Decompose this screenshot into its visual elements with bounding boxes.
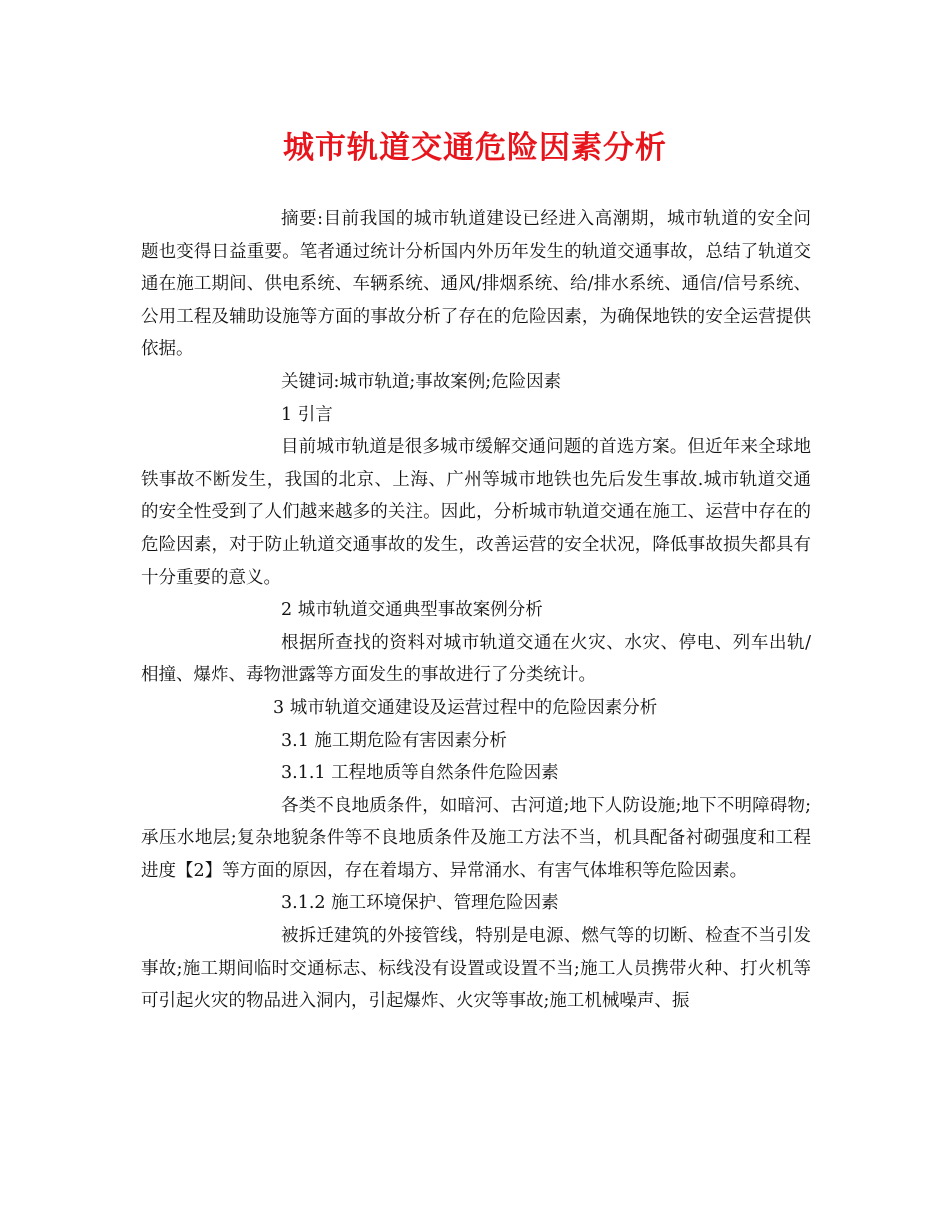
document-title: 城市轨道交通危险因素分析	[283, 130, 667, 166]
document-body	[141, 203, 811, 1018]
section-heading-2: 2 城市轨道交通典型事故案例分析	[281, 600, 543, 621]
section-heading-1: 1 引言	[281, 404, 333, 425]
keywords-paragraph: 关键词:城市轨道;事故案例;危险因素	[281, 371, 562, 392]
subsection-heading-3-1: 3.1 施工期危险有害因素分析	[281, 730, 507, 751]
geology-paragraph: 各类不良地质条件，如暗河、古河道;地下人防设施;地下不明障碍物;承压水地层;复杂地貌条件等不良地质条件及施工方法不当，机具配备衬砌强度和工程进度【2】等方面的原因，存在着塌方、异常涌水、有害气体堆积等危险因素。	[141, 795, 811, 881]
case-analysis-paragraph: 根据所查找的资料对城市轨道交通在火灾、水灾、停电、列车出轨/相撞、爆炸、毒物泄露等方面发生的事故进行了分类统计。	[141, 632, 811, 686]
intro-paragraph: 目前城市轨道是很多城市缓解交通问题的首选方案。但近年来全球地铁事故不断发生，我国的北京、上海、广州等城市地铁也先后发生事故.城市轨道交通的安全性受到了人们越来越多的关注。因此，分析城市轨道交通在施工、运营中存在的危险因素，对于防止轨道交通事故的发生，改善运营的安全状况，降低事故损失都具有十分重要的意义。	[141, 437, 811, 588]
abstract-paragraph: 摘要:目前我国的城市轨道建设已经进入高潮期，城市轨道的安全问题也变得日益重要。笔者通过统计分析国内外历年发生的轨道交通事故，总结了轨道交通在施工期间、供电系统、车辆系统、通风/排烟系统、给/排水系统、通信/信号系统、公用工程及辅助设施等方面的事故分析了存在的危险因素，为确保地铁的安全运营提供依据。	[141, 209, 811, 360]
subsection-heading-3-1-1: 3.1.1 工程地质等自然条件危险因素	[281, 763, 559, 784]
environment-paragraph: 被拆迁建筑的外接管线，特别是电源、燃气等的切断、检查不当引发事故;施工期间临时交通标志、标线没有设置或设置不当;施工人员携带火种、打火机等可引起火灾的物品进入洞内，引起爆炸、火灾等事故;施工机械噪声、振	[141, 926, 811, 1012]
section-heading-3: 3 城市轨道交通建设及运营过程中的危险因素分析	[273, 697, 658, 718]
subsection-heading-3-1-2: 3.1.2 施工环境保护、管理危险因素	[281, 893, 559, 914]
